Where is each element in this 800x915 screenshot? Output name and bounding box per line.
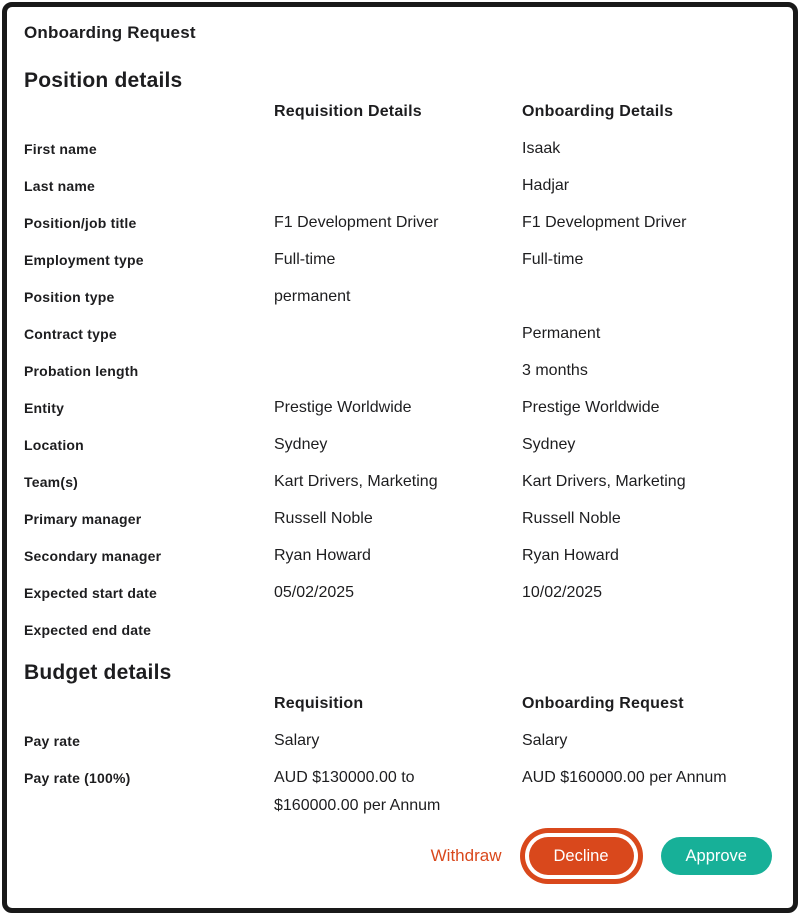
requisition-value: Ryan Howard	[274, 546, 371, 564]
onboarding-value: Isaak	[522, 139, 561, 157]
requisition-value: permanent	[274, 287, 351, 305]
requisition-details-column-header: Requisition Details	[274, 103, 422, 120]
table-row	[24, 574, 772, 611]
requisition-value: Prestige Worldwide	[274, 398, 412, 416]
field-label: First name	[24, 140, 97, 157]
field-label: Last name	[24, 177, 96, 194]
field-label: Employment type	[24, 251, 144, 268]
field-label: Location	[24, 436, 84, 453]
position-details-rows	[24, 130, 772, 648]
onboarding-value: AUD $160000.00 per Annum	[522, 768, 727, 786]
field-label: Pay rate	[24, 732, 81, 749]
position-details-column-headers	[24, 96, 772, 130]
onboarding-value: Salary	[522, 731, 568, 749]
table-row	[24, 278, 772, 315]
requisition-value: Salary	[274, 731, 320, 749]
onboarding-value: Hadjar	[522, 176, 570, 194]
table-row	[24, 389, 772, 426]
onboarding-value: 3 months	[522, 361, 588, 379]
field-label: Probation length	[24, 362, 139, 379]
onboarding-request-column-header: Onboarding Request	[522, 695, 684, 712]
decline-button[interactable]: Decline	[529, 837, 634, 875]
position-details-heading: Position details	[24, 69, 183, 92]
budget-details-column-headers	[24, 688, 772, 722]
table-row	[24, 537, 772, 574]
requisition-value: 05/02/2025	[274, 583, 355, 601]
table-row	[24, 130, 772, 167]
table-row	[24, 352, 772, 389]
onboarding-value: Permanent	[522, 324, 601, 342]
requisition-value: Russell Noble	[274, 509, 373, 527]
action-footer	[24, 828, 772, 887]
table-row	[24, 241, 772, 278]
onboarding-value: Sydney	[522, 435, 576, 453]
onboarding-value: Ryan Howard	[522, 546, 619, 564]
position-details-table	[24, 96, 772, 648]
field-label: Contract type	[24, 325, 117, 342]
table-row	[24, 315, 772, 352]
table-row	[24, 426, 772, 463]
onboarding-value: F1 Development Driver	[522, 213, 687, 231]
onboarding-value: Prestige Worldwide	[522, 398, 660, 416]
withdraw-button[interactable]: Withdraw	[430, 846, 502, 865]
field-label: Secondary manager	[24, 547, 162, 564]
field-label: Position/job title	[24, 214, 137, 231]
onboarding-value: Russell Noble	[522, 509, 621, 527]
field-label: Team(s)	[24, 473, 79, 490]
onboarding-details-column-header: Onboarding Details	[522, 103, 674, 120]
table-row	[24, 611, 772, 648]
field-label: Position type	[24, 288, 115, 305]
table-row	[24, 500, 772, 537]
onboarding-value: 10/02/2025	[522, 583, 603, 601]
requisition-value: F1 Development Driver	[274, 213, 439, 231]
requisition-value: Sydney	[274, 435, 328, 453]
table-row	[24, 463, 772, 500]
budget-details-heading: Budget details	[24, 661, 172, 684]
approve-button[interactable]: Approve	[661, 837, 772, 875]
requisition-column-header: Requisition	[274, 695, 364, 712]
requisition-value: Full-time	[274, 250, 336, 268]
requisition-value: Kart Drivers, Marketing	[274, 472, 438, 490]
table-row	[24, 722, 772, 759]
field-label: Entity	[24, 399, 65, 416]
onboarding-value: Kart Drivers, Marketing	[522, 472, 686, 490]
field-label: Primary manager	[24, 510, 142, 527]
table-row	[24, 167, 772, 204]
budget-details-table	[24, 688, 772, 824]
budget-details-rows	[24, 722, 772, 824]
onboarding-request-panel	[2, 2, 798, 913]
table-row	[24, 204, 772, 241]
field-label: Expected end date	[24, 621, 152, 638]
table-row	[24, 759, 772, 824]
field-label: Pay rate (100%)	[24, 769, 131, 786]
page-title: Onboarding Request	[24, 23, 196, 42]
field-label: Expected start date	[24, 584, 157, 601]
requisition-value: AUD $130000.00 to $160000.00 per Annum	[274, 768, 441, 814]
onboarding-value: Full-time	[522, 250, 584, 268]
